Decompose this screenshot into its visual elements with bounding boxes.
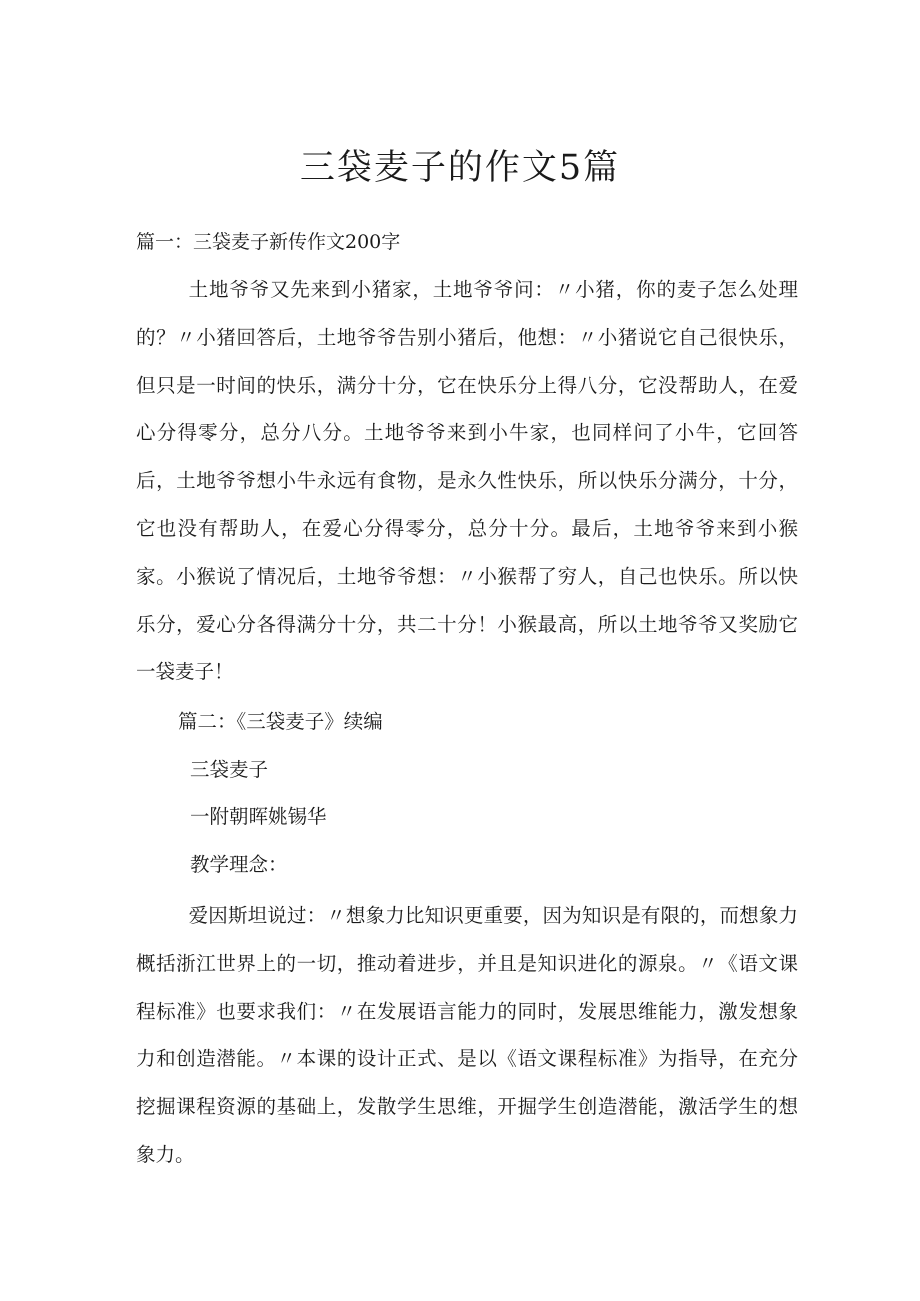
text-line-author: 一附朝晖姚锡华 — [190, 805, 327, 828]
paragraph-1: 土地爷爷又先来到小猪家，土地爷爷问：〃小猪，你的麦子怎么处理的？〃小猪回答后，土地爷爷告别小猪后，他想：〃小猪说它自己很快乐，但只是一时间的快乐，满分十分，它在快乐分上得八分，它没帮助人，在爱心分得零分，总分八分。土地爷爷来到小牛家，也同样问了小牛，它回答后，土地爷爷想小牛永远有食物，是永久性快乐，所以快乐分满分，十分，它也没有帮助人，在爱心分得零分，总分十分。最后，土地爷爷来到小猴家。小猴说了情况后，土地爷爷想：〃小猴帮了穷人，自己也快乐。所以快乐分，爱心分各得满分十分，共二十分！小猴最高，所以土地爷爷又奖励它一袋麦子！ — [136, 278, 798, 684]
text-line-concept: 教学理念： — [190, 853, 288, 876]
document-title: 三袋麦子的作文5篇 — [299, 148, 621, 188]
section-heading-2: 篇二：《三袋麦子》续编 — [178, 710, 383, 733]
paragraph-2: 爱因斯坦说过：〃想象力比知识更重要，因为知识是有限的，而想象力概括浙江世界上的一切，推动着进步，并且是知识进化的源泉。〃《语文课程标准》也要求我们：〃在发展语言能力的同时，发展思维能力，激发想象力和创造潜能。〃本课的设计正式、是以《语文课程标准》为指导，在充分挖掘课程资源的基础上，发散学生思维，开掘学生创造潜能，激活学生的想象力。 — [136, 904, 798, 1166]
section-heading-1: 篇一：三袋麦子新传作文200字 — [136, 231, 401, 253]
text-line-title: 三袋麦子 — [190, 758, 269, 781]
